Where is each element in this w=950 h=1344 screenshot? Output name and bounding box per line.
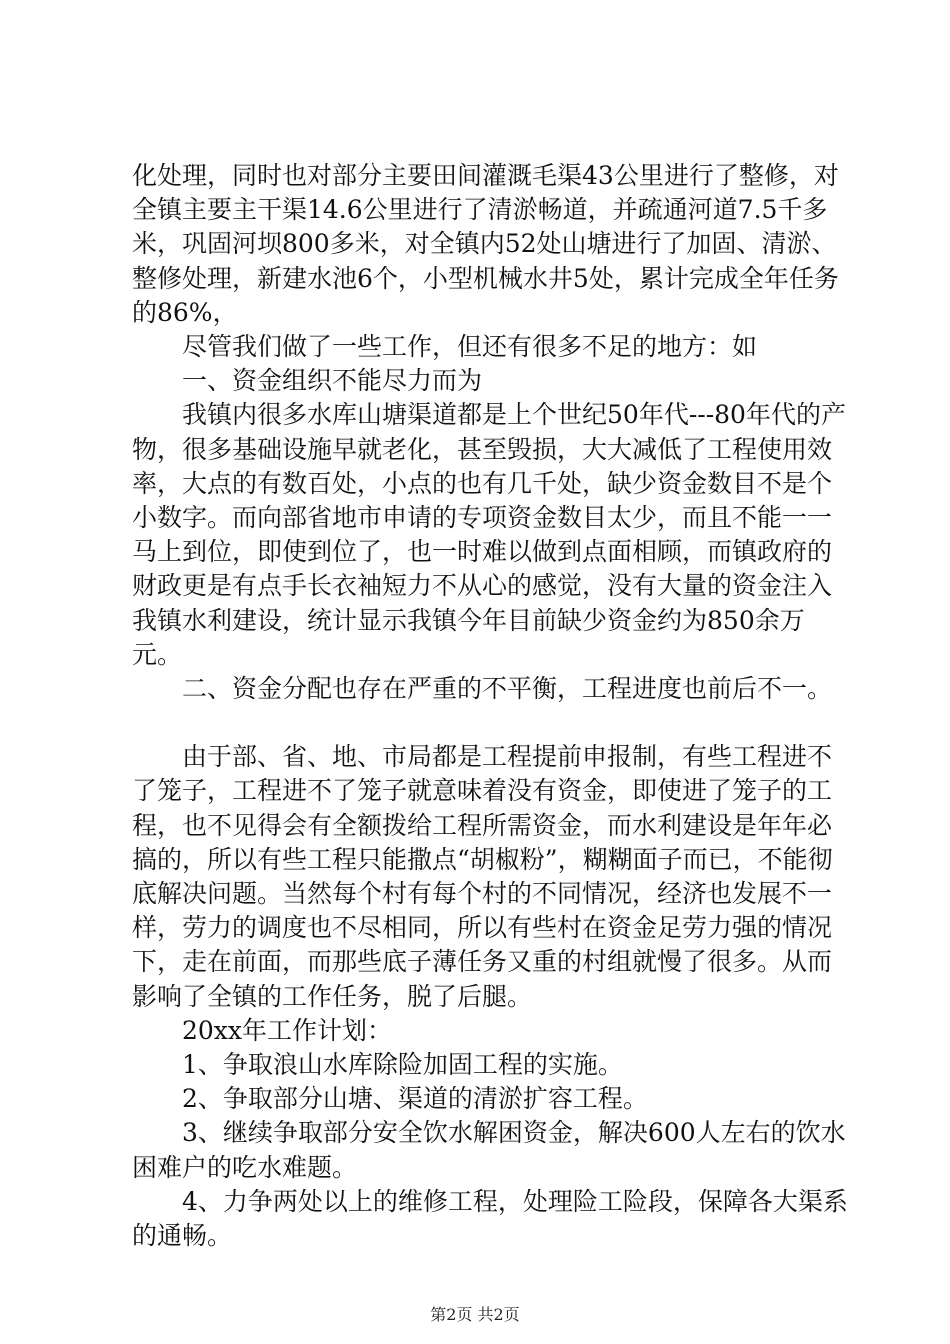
document-body bbox=[132, 159, 852, 1253]
paragraph-3: 我镇内很多水库山塘渠道都是上个世纪50年代---80年代的产物，很多基础设施早就老化，甚至毁损，大大减低了工程使用效率，大点的有数百处，小点的也有几千处，缺少资金数目不是个小数字。而向部省地市申请的专项资金数目太少，而且不能一一马上到位，即使到位了，也一时难以做到点面相顾，而镇政府的财政更是有点手长衣袖短力不从心的感觉，没有大量的资金注入我镇水利建设，统计显示我镇今年目前缺少资金约为850余万元。 bbox=[132, 400, 846, 669]
blank-line bbox=[132, 706, 852, 740]
section-heading-2: 二、资金分配也存在严重的不平衡，工程进度也前后不一。 bbox=[182, 674, 833, 704]
paragraph-4: 由于部、省、地、市局都是工程提前申报制，有些工程进不了笼子，工程进不了笼子就意味着没有资金，即使进了笼子的工程，也不见得会有全额拨给工程所需资金，而水利建设是年年必搞的，所以有些工程只能撒点“胡椒粉”，糊糊面子而已，不能彻底解决问题。当然每个村有每个村的不同情况，经济也发展不一样，劳力的调度也不尽相同，所以有些村在资金足劳力强的情况下，走在前面，而那些底子薄任务又重的村组就慢了很多。从而影响了全镇的工作任务，脱了后腿。 bbox=[132, 742, 833, 1011]
paragraph-2: 尽管我们做了一些工作，但还有很多不足的地方：如 bbox=[182, 332, 758, 362]
section-heading-1: 一、资金组织不能尽力而为 bbox=[182, 366, 483, 396]
page-footer: 第2页 共2页 bbox=[430, 1305, 520, 1324]
plan-item-2: 2、争取部分山塘、渠道的清淤扩容工程。 bbox=[182, 1084, 648, 1114]
paragraph-1: 化处理，同时也对部分主要田间灌溉毛渠43公里进行了整修，对全镇主要主干渠14.6公里进行了清淤畅道，并疏通河道7.5千多米，巩固河坝800多米，对全镇内52处山塘进行了加固、清淤、整修处理，新建水池6个，小型机械水井5处，累计完成全年任务的86%， bbox=[132, 161, 839, 327]
plan-item-3: 3、继续争取部分安全饮水解困资金，解决600人左右的饮水困难户的吃水难题。 bbox=[132, 1118, 846, 1182]
plan-item-1: 1、争取浪山水库除险加固工程的实施。 bbox=[182, 1050, 623, 1080]
plan-item-4: 4、力争两处以上的维修工程，处理险工险段，保障各大渠系的通畅。 bbox=[132, 1186, 848, 1251]
plan-heading: 20xx年工作计划： bbox=[182, 1015, 393, 1045]
